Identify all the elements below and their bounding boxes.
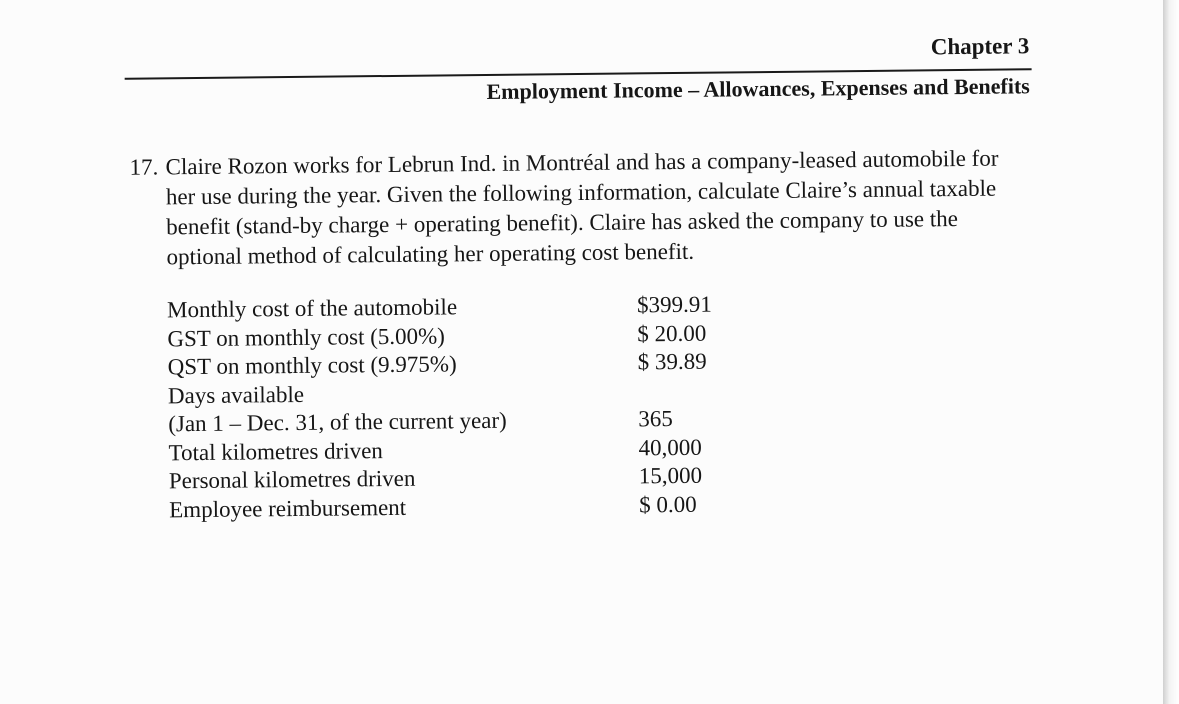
question-17 [129, 143, 1010, 272]
page-edge-shadow [1163, 0, 1179, 704]
row-label: GST on monthly cost (5.00%) [167, 322, 445, 351]
question-text: Claire Rozon works for Lebrun Ind. in Montréal and has a company-leased automobile for her use during the year. Given the following information, calculate Claire’s annual taxable benefit (stand-by charge + operating benefit). Claire has asked the company to use the optional method of calculating her operating cost benefit. [165, 145, 999, 270]
chapter-subtitle: Employment Income – Allowances, Expenses and Benefits [486, 73, 1030, 104]
row-label: Total kilometres driven [168, 437, 383, 465]
row-value: $399.91 [636, 291, 712, 318]
row-value: $ 20.00 [637, 320, 707, 346]
row-label: Monthly cost of the automobile [166, 294, 458, 323]
row-value: $ 39.89 [637, 348, 707, 375]
row-value: 15,000 [638, 462, 703, 489]
row-label: (Jan 1 – Dec. 31, of the current year) [168, 407, 507, 437]
row-value: $ 0.00 [639, 491, 697, 517]
row-value [638, 376, 768, 406]
row-label: Days available [167, 381, 305, 408]
data-row [169, 490, 769, 525]
question-number: 17. [129, 154, 159, 180]
row-label: Employee reimbursement [169, 494, 407, 522]
chapter-heading: Chapter 3 [930, 33, 1030, 60]
automobile-data-table [167, 290, 769, 524]
row-value: 365 [638, 406, 673, 432]
row-label: QST on monthly cost (9.975%) [167, 351, 457, 380]
row-label: Personal kilometres driven [168, 465, 416, 494]
row-value: 40,000 [638, 434, 702, 460]
